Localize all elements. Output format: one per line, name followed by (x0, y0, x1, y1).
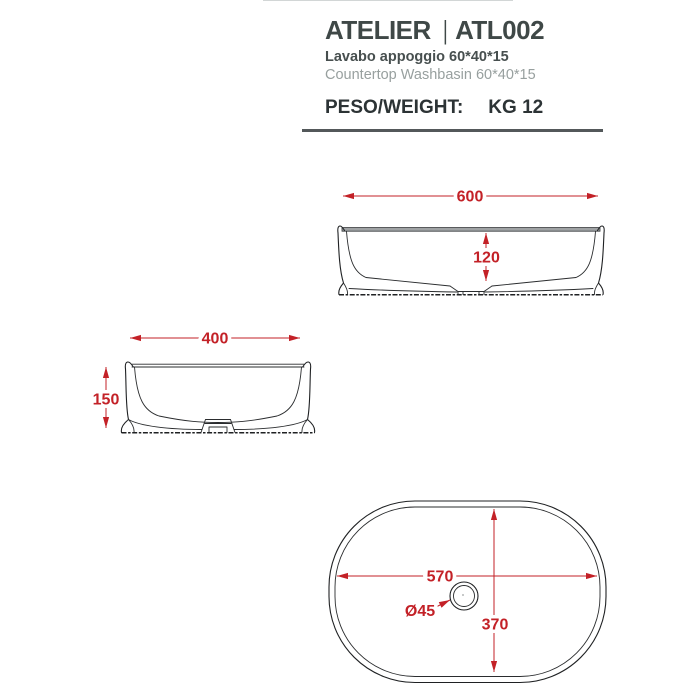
subtitle-english: Countertop Washbasin 60*40*15 (325, 67, 536, 83)
model-code: ATL002 (455, 15, 545, 45)
drain-outer-circle (450, 582, 478, 610)
top-outer-rim (329, 501, 606, 683)
side-inner-bowl (135, 367, 302, 423)
front-inner-bowl-left (347, 232, 451, 287)
front-rim-band (342, 228, 600, 232)
front-height-dimension: 120 (473, 249, 500, 267)
side-rim-lines (132, 364, 304, 367)
subtitle-italian: Lavabo appoggio 60*40*15 (325, 49, 509, 65)
weight-value: KG 12 (488, 97, 544, 118)
front-drain-boss (450, 286, 492, 295)
front-inner-bowl-right (492, 232, 596, 287)
side-outer-right (303, 362, 315, 432)
front-foot-inner-edges (344, 283, 599, 295)
front-width-dimension: 600 (456, 188, 484, 206)
front-outer-right (598, 226, 605, 294)
front-outer-left (338, 226, 345, 294)
side-view-drawing (93, 331, 315, 433)
side-outer-left (121, 362, 133, 432)
side-drain-boss (201, 420, 235, 433)
top-height-dimension: 370 (481, 616, 509, 634)
weight-label: PESO/WEIGHT: (325, 97, 464, 118)
drain-leader-line (434, 600, 450, 608)
side-foot-inner-edges (129, 420, 308, 433)
brand-name: ATELIER (325, 15, 431, 45)
drain-inner-circle (454, 586, 475, 607)
side-foot-cavity (129, 420, 308, 430)
drain-center-mark (462, 594, 464, 596)
side-width-dimension: 400 (201, 330, 229, 348)
front-view-drawing (338, 189, 604, 295)
side-height-dimension: 150 (92, 391, 120, 409)
title-separator: | (442, 15, 448, 45)
top-view-drawing (329, 501, 606, 683)
top-width-dimension: 570 (426, 568, 454, 586)
drain-dimension: Ø45 (404, 603, 436, 620)
top-inner-rim (335, 507, 600, 677)
